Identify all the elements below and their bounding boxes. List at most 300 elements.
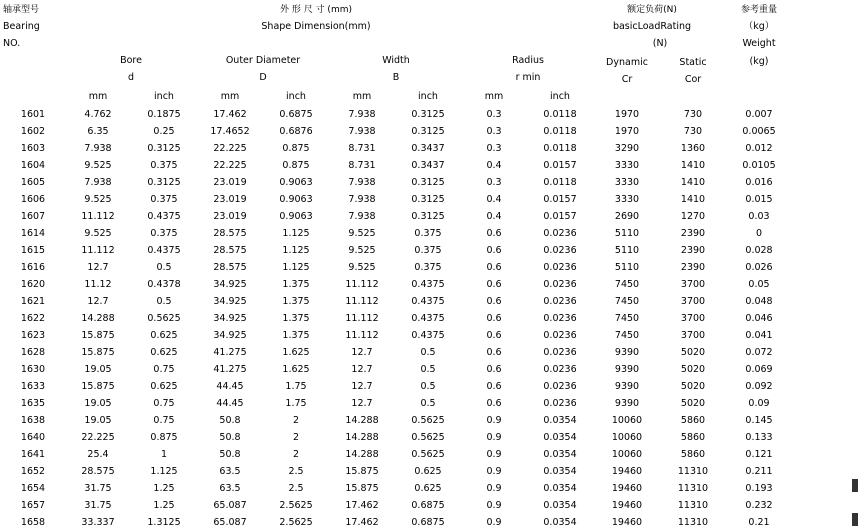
cell-bore-mm: 7.938 — [84, 177, 112, 188]
shape-en-heading: Shape Dimension(mm) — [261, 21, 371, 32]
scrollbar-fragment[interactable] — [852, 513, 858, 526]
unit-radius-inch: inch — [550, 91, 570, 102]
table-row — [0, 158, 858, 175]
cell-weight-kg: 0.007 — [745, 109, 773, 120]
cell-bearing-no: 1616 — [20, 262, 46, 273]
cell-bore-mm: 11.112 — [81, 211, 115, 222]
cell-width-mm: 7.938 — [348, 109, 376, 120]
cell-static-cor: 5860 — [680, 449, 706, 460]
cell-outer-inch: 1.375 — [282, 279, 310, 290]
cell-width-mm: 9.525 — [348, 245, 376, 256]
cell-dynamic-cr: 1970 — [614, 109, 640, 120]
cell-bore-inch: 1.25 — [153, 483, 175, 494]
cell-outer-inch: 1.625 — [282, 364, 310, 375]
cell-outer-mm: 50.8 — [219, 449, 241, 460]
cell-bore-mm: 4.762 — [84, 109, 112, 120]
cell-outer-mm: 17.4652 — [210, 126, 250, 137]
cell-bearing-no: 1604 — [20, 160, 46, 171]
cell-bore-mm: 25.4 — [87, 449, 109, 460]
cell-dynamic-cr: 19460 — [611, 483, 643, 494]
static-symbol: Cor — [684, 74, 702, 85]
cell-width-mm: 7.938 — [348, 194, 376, 205]
outer-diameter-heading: Outer Diameter — [225, 55, 301, 66]
table-row — [0, 209, 858, 226]
cell-bearing-no: 1657 — [20, 500, 46, 511]
cell-outer-mm: 34.925 — [213, 330, 247, 341]
cell-weight-kg: 0.028 — [745, 245, 773, 256]
cell-outer-inch: 0.9063 — [279, 194, 313, 205]
table-row — [0, 413, 858, 430]
cell-bearing-no: 1605 — [20, 177, 46, 188]
cell-static-cor: 11310 — [677, 500, 709, 511]
cell-outer-inch: 2 — [292, 432, 300, 443]
cell-weight-kg: 0.145 — [745, 415, 773, 426]
cell-static-cor: 5020 — [680, 347, 706, 358]
cell-bore-inch: 1 — [160, 449, 168, 460]
cell-static-cor: 1410 — [680, 194, 706, 205]
table-row — [0, 107, 858, 124]
cell-dynamic-cr: 5110 — [614, 262, 640, 273]
cell-bearing-no: 1638 — [20, 415, 46, 426]
cell-bore-mm: 22.225 — [81, 432, 115, 443]
cell-radius-inch: 0.0354 — [543, 449, 577, 460]
cell-radius-inch: 0.0118 — [543, 109, 577, 120]
unit-radius-mm: mm — [484, 91, 504, 102]
cell-radius-mm: 0.6 — [486, 398, 502, 409]
cell-radius-mm: 0.6 — [486, 279, 502, 290]
cell-radius-inch: 0.0118 — [543, 143, 577, 154]
cell-weight-kg: 0.03 — [748, 211, 770, 222]
cell-radius-mm: 0.3 — [486, 126, 502, 137]
cell-static-cor: 5020 — [680, 364, 706, 375]
cell-radius-mm: 0.9 — [486, 449, 502, 460]
cell-weight-kg: 0.232 — [745, 500, 773, 511]
cell-bearing-no: 1614 — [20, 228, 46, 239]
cell-outer-mm: 23.019 — [213, 211, 247, 222]
cell-dynamic-cr: 10060 — [611, 415, 643, 426]
cell-bore-mm: 9.525 — [84, 194, 112, 205]
cell-width-mm: 9.525 — [348, 262, 376, 273]
cell-radius-inch: 0.0236 — [543, 398, 577, 409]
cell-weight-kg: 0.092 — [745, 381, 773, 392]
cell-bore-inch: 0.75 — [153, 398, 175, 409]
cell-radius-mm: 0.6 — [486, 296, 502, 307]
table-row — [0, 498, 858, 515]
cell-radius-inch: 0.0236 — [543, 364, 577, 375]
cell-radius-inch: 0.0118 — [543, 126, 577, 137]
cell-bore-inch: 0.4375 — [147, 211, 181, 222]
cell-dynamic-cr: 7450 — [614, 279, 640, 290]
cell-width-inch: 0.3437 — [411, 160, 445, 171]
load-unit-heading: (N) — [652, 38, 668, 49]
cell-width-inch: 0.4375 — [411, 330, 445, 341]
cell-bearing-no: 1606 — [20, 194, 46, 205]
cell-dynamic-cr: 3330 — [614, 194, 640, 205]
cell-width-mm: 11.112 — [345, 296, 379, 307]
table-row — [0, 379, 858, 396]
load-cn-heading: 额定负荷(N) — [627, 5, 677, 15]
cell-dynamic-cr: 7450 — [614, 330, 640, 341]
cell-outer-mm: 41.275 — [213, 364, 247, 375]
cell-weight-kg: 0.048 — [745, 296, 773, 307]
shape-cn-heading: 外 形 尺 寸 (mm) — [279, 5, 353, 15]
cell-radius-mm: 0.3 — [486, 177, 502, 188]
cell-bore-inch: 0.5625 — [147, 313, 181, 324]
radius-heading: Radius — [512, 55, 544, 66]
cell-bore-inch: 0.5 — [156, 296, 172, 307]
cell-bearing-no: 1620 — [20, 279, 46, 290]
cell-width-inch: 0.5 — [420, 364, 436, 375]
cell-static-cor: 5020 — [680, 398, 706, 409]
cell-weight-kg: 0 — [755, 228, 763, 239]
cell-weight-kg: 0.0105 — [742, 160, 776, 171]
cell-bore-inch: 0.375 — [150, 160, 178, 171]
cell-weight-kg: 0.193 — [745, 483, 773, 494]
width-symbol: B — [392, 72, 400, 83]
cell-bearing-no: 1633 — [20, 381, 46, 392]
cell-outer-inch: 1.625 — [282, 347, 310, 358]
cell-weight-kg: 0.012 — [745, 143, 773, 154]
cell-radius-mm: 0.4 — [486, 194, 502, 205]
cell-bore-inch: 0.625 — [150, 330, 178, 341]
cell-bearing-no: 1615 — [20, 245, 46, 256]
cell-weight-kg: 0.016 — [745, 177, 773, 188]
cell-dynamic-cr: 9390 — [614, 364, 640, 375]
cell-bore-inch: 0.75 — [153, 364, 175, 375]
cell-radius-mm: 0.6 — [486, 245, 502, 256]
table-row — [0, 362, 858, 379]
cell-radius-inch: 0.0354 — [543, 432, 577, 443]
cell-radius-mm: 0.3 — [486, 143, 502, 154]
cell-dynamic-cr: 3330 — [614, 160, 640, 171]
cell-outer-mm: 44.45 — [216, 381, 244, 392]
cell-radius-inch: 0.0236 — [543, 347, 577, 358]
cell-static-cor: 1410 — [680, 177, 706, 188]
cell-outer-inch: 1.375 — [282, 296, 310, 307]
cell-bore-mm: 33.337 — [81, 517, 115, 528]
cell-weight-kg: 0.026 — [745, 262, 773, 273]
cell-width-inch: 0.625 — [414, 466, 442, 477]
cell-radius-inch: 0.0354 — [543, 415, 577, 426]
weight-unit-heading: （kg） — [743, 21, 775, 32]
cell-width-inch: 0.5 — [420, 347, 436, 358]
cell-radius-inch: 0.0354 — [543, 483, 577, 494]
cell-radius-mm: 0.6 — [486, 313, 502, 324]
cell-outer-mm: 22.225 — [213, 160, 247, 171]
unit-width-mm: mm — [352, 91, 372, 102]
cell-outer-mm: 34.925 — [213, 279, 247, 290]
cell-outer-mm: 41.275 — [213, 347, 247, 358]
bearing-no-heading: NO. — [3, 38, 21, 49]
cell-width-inch: 0.6875 — [411, 500, 445, 511]
cell-width-inch: 0.625 — [414, 483, 442, 494]
cell-dynamic-cr: 5110 — [614, 245, 640, 256]
cell-bearing-no: 1641 — [20, 449, 46, 460]
cell-radius-mm: 0.9 — [486, 483, 502, 494]
cell-width-mm: 8.731 — [348, 143, 376, 154]
table-row — [0, 260, 858, 277]
cell-weight-kg: 0.0065 — [742, 126, 776, 137]
cell-bore-mm: 9.525 — [84, 228, 112, 239]
cell-outer-mm: 44.45 — [216, 398, 244, 409]
cell-bearing-no: 1621 — [20, 296, 46, 307]
cell-dynamic-cr: 10060 — [611, 432, 643, 443]
cell-weight-kg: 0.015 — [745, 194, 773, 205]
cell-bore-mm: 19.05 — [84, 398, 112, 409]
cell-width-mm: 12.7 — [351, 398, 373, 409]
cell-weight-kg: 0.072 — [745, 347, 773, 358]
table-row — [0, 124, 858, 141]
cell-bore-inch: 0.3125 — [147, 143, 181, 154]
cell-width-mm: 17.462 — [345, 517, 379, 528]
cell-outer-mm: 17.462 — [213, 109, 247, 120]
outer-diameter-symbol: D — [259, 72, 267, 83]
cell-dynamic-cr: 2690 — [614, 211, 640, 222]
table-row — [0, 447, 858, 464]
cell-outer-inch: 0.9063 — [279, 211, 313, 222]
table-row — [0, 311, 858, 328]
cell-static-cor: 1270 — [680, 211, 706, 222]
cell-width-inch: 0.375 — [414, 228, 442, 239]
unit-outer-mm: mm — [220, 91, 240, 102]
cell-width-mm: 12.7 — [351, 364, 373, 375]
load-en-heading: basicLoadRating — [612, 21, 692, 32]
cell-radius-inch: 0.0354 — [543, 466, 577, 477]
cell-dynamic-cr: 19460 — [611, 500, 643, 511]
cell-bore-inch: 0.375 — [150, 228, 178, 239]
cell-width-inch: 0.4375 — [411, 313, 445, 324]
cell-bore-mm: 19.05 — [84, 364, 112, 375]
cell-bore-mm: 31.75 — [84, 500, 112, 511]
cell-dynamic-cr: 9390 — [614, 347, 640, 358]
cell-outer-inch: 0.875 — [282, 160, 310, 171]
cell-radius-inch: 0.0236 — [543, 279, 577, 290]
cell-width-mm: 11.112 — [345, 279, 379, 290]
cell-radius-inch: 0.0236 — [543, 381, 577, 392]
cell-outer-mm: 63.5 — [219, 483, 241, 494]
cell-width-inch: 0.3125 — [411, 194, 445, 205]
cell-width-mm: 17.462 — [345, 500, 379, 511]
cell-outer-mm: 28.575 — [213, 245, 247, 256]
cell-width-mm: 14.288 — [345, 449, 379, 460]
cell-bore-inch: 1.125 — [150, 466, 178, 477]
cell-static-cor: 2390 — [680, 262, 706, 273]
cell-outer-inch: 2.5625 — [279, 500, 313, 511]
cell-bore-inch: 0.375 — [150, 194, 178, 205]
cell-width-mm: 11.112 — [345, 313, 379, 324]
cell-outer-mm: 65.087 — [213, 517, 247, 528]
bearing-cn-heading: 轴承型号 — [3, 5, 40, 15]
cell-width-inch: 0.6875 — [411, 517, 445, 528]
cell-radius-inch: 0.0236 — [543, 313, 577, 324]
cell-width-mm: 7.938 — [348, 211, 376, 222]
cell-width-mm: 14.288 — [345, 432, 379, 443]
table-row — [0, 243, 858, 260]
cell-bore-inch: 0.625 — [150, 347, 178, 358]
cell-width-mm: 15.875 — [345, 466, 379, 477]
scrollbar-fragment[interactable] — [852, 479, 858, 492]
cell-radius-inch: 0.0236 — [543, 245, 577, 256]
cell-outer-inch: 0.6876 — [279, 126, 313, 137]
cell-width-inch: 0.5 — [420, 398, 436, 409]
cell-weight-kg: 0.069 — [745, 364, 773, 375]
cell-bore-mm: 28.575 — [81, 466, 115, 477]
cell-bore-mm: 12.7 — [87, 296, 109, 307]
cell-outer-mm: 63.5 — [219, 466, 241, 477]
cell-bore-mm: 15.875 — [81, 330, 115, 341]
unit-outer-inch: inch — [286, 91, 306, 102]
cell-bearing-no: 1607 — [20, 211, 46, 222]
table-row — [0, 175, 858, 192]
cell-bore-mm: 12.7 — [87, 262, 109, 273]
unit-bore-mm: mm — [88, 91, 108, 102]
table-row — [0, 328, 858, 345]
cell-bore-mm: 6.35 — [87, 126, 109, 137]
cell-bore-inch: 1.25 — [153, 500, 175, 511]
table-row — [0, 430, 858, 447]
cell-width-inch: 0.4375 — [411, 279, 445, 290]
cell-bore-mm: 15.875 — [81, 381, 115, 392]
cell-dynamic-cr: 5110 — [614, 228, 640, 239]
cell-static-cor: 3700 — [680, 313, 706, 324]
cell-width-inch: 0.5625 — [411, 415, 445, 426]
table-row — [0, 192, 858, 209]
cell-width-inch: 0.5625 — [411, 449, 445, 460]
cell-radius-mm: 0.9 — [486, 415, 502, 426]
cell-dynamic-cr: 9390 — [614, 381, 640, 392]
cell-static-cor: 11310 — [677, 517, 709, 528]
cell-radius-inch: 0.0157 — [543, 211, 577, 222]
cell-radius-mm: 0.6 — [486, 364, 502, 375]
cell-bearing-no: 1654 — [20, 483, 46, 494]
cell-width-inch: 0.3125 — [411, 126, 445, 137]
cell-bore-mm: 9.525 — [84, 160, 112, 171]
cell-outer-inch: 0.9063 — [279, 177, 313, 188]
table-row — [0, 294, 858, 311]
cell-bore-inch: 0.875 — [150, 432, 178, 443]
cell-outer-mm: 34.925 — [213, 296, 247, 307]
cell-static-cor: 3700 — [680, 296, 706, 307]
cell-bearing-no: 1628 — [20, 347, 46, 358]
cell-bore-mm: 15.875 — [81, 347, 115, 358]
cell-dynamic-cr: 19460 — [611, 517, 643, 528]
table-row — [0, 396, 858, 413]
cell-outer-inch: 0.875 — [282, 143, 310, 154]
cell-radius-inch: 0.0118 — [543, 177, 577, 188]
cell-width-inch: 0.5 — [420, 381, 436, 392]
cell-bearing-no: 1658 — [20, 517, 46, 528]
cell-bore-inch: 0.1875 — [147, 109, 181, 120]
cell-static-cor: 11310 — [677, 466, 709, 477]
cell-bore-mm: 11.12 — [84, 279, 112, 290]
cell-bore-inch: 0.4378 — [147, 279, 181, 290]
table-row — [0, 226, 858, 243]
cell-bearing-no: 1603 — [20, 143, 46, 154]
cell-outer-inch: 1.125 — [282, 228, 310, 239]
bore-heading: Bore — [120, 55, 142, 66]
cell-outer-mm: 23.019 — [213, 177, 247, 188]
cell-outer-mm: 50.8 — [219, 415, 241, 426]
cell-static-cor: 3700 — [680, 279, 706, 290]
cell-radius-mm: 0.6 — [486, 228, 502, 239]
radius-symbol: r min — [515, 72, 541, 83]
unit-bore-inch: inch — [154, 91, 174, 102]
cell-radius-mm: 0.3 — [486, 109, 502, 120]
cell-width-mm: 11.112 — [345, 330, 379, 341]
cell-static-cor: 1360 — [680, 143, 706, 154]
cell-bore-mm: 31.75 — [84, 483, 112, 494]
cell-dynamic-cr: 1970 — [614, 126, 640, 137]
cell-radius-inch: 0.0236 — [543, 296, 577, 307]
cell-width-mm: 14.288 — [345, 415, 379, 426]
cell-width-inch: 0.5625 — [411, 432, 445, 443]
cell-width-inch: 0.375 — [414, 262, 442, 273]
cell-outer-inch: 1.375 — [282, 313, 310, 324]
weight-en-heading: Weight — [742, 38, 776, 49]
cell-outer-inch: 2.5 — [288, 483, 304, 494]
table-row — [0, 481, 858, 498]
cell-outer-mm: 22.225 — [213, 143, 247, 154]
cell-bearing-no: 1630 — [20, 364, 46, 375]
bearing-table-body — [0, 107, 858, 532]
table-row — [0, 141, 858, 158]
cell-static-cor: 730 — [683, 109, 703, 120]
weight-cn-heading: 参考重量 — [740, 5, 778, 15]
cell-bearing-no: 1652 — [20, 466, 46, 477]
cell-width-inch: 0.3125 — [411, 109, 445, 120]
cell-radius-inch: 0.0354 — [543, 500, 577, 511]
cell-bore-inch: 0.625 — [150, 381, 178, 392]
cell-radius-mm: 0.6 — [486, 330, 502, 341]
bore-symbol: d — [127, 72, 135, 83]
cell-radius-inch: 0.0157 — [543, 194, 577, 205]
cell-dynamic-cr: 3330 — [614, 177, 640, 188]
cell-width-mm: 12.7 — [351, 347, 373, 358]
dynamic-symbol: Cr — [621, 74, 633, 85]
cell-width-inch: 0.3125 — [411, 211, 445, 222]
cell-weight-kg: 0.046 — [745, 313, 773, 324]
width-heading: Width — [382, 55, 410, 66]
cell-weight-kg: 0.211 — [745, 466, 773, 477]
cell-bearing-no: 1601 — [20, 109, 46, 120]
cell-weight-kg: 0.09 — [748, 398, 770, 409]
cell-bore-mm: 11.112 — [81, 245, 115, 256]
cell-dynamic-cr: 10060 — [611, 449, 643, 460]
cell-outer-mm: 23.019 — [213, 194, 247, 205]
cell-radius-mm: 0.6 — [486, 381, 502, 392]
table-row — [0, 464, 858, 481]
cell-radius-mm: 0.9 — [486, 517, 502, 528]
cell-width-inch: 0.3125 — [411, 177, 445, 188]
cell-bore-inch: 0.5 — [156, 262, 172, 273]
cell-bore-inch: 0.3125 — [147, 177, 181, 188]
table-row — [0, 515, 858, 532]
cell-dynamic-cr: 9390 — [614, 398, 640, 409]
cell-radius-mm: 0.9 — [486, 500, 502, 511]
cell-bearing-no: 1623 — [20, 330, 46, 341]
cell-bearing-no: 1602 — [20, 126, 46, 137]
cell-dynamic-cr: 7450 — [614, 296, 640, 307]
cell-radius-inch: 0.0236 — [543, 330, 577, 341]
cell-outer-inch: 1.375 — [282, 330, 310, 341]
cell-static-cor: 2390 — [680, 228, 706, 239]
cell-outer-inch: 0.6875 — [279, 109, 313, 120]
cell-static-cor: 730 — [683, 126, 703, 137]
cell-outer-mm: 28.575 — [213, 228, 247, 239]
cell-bore-inch: 1.3125 — [147, 517, 181, 528]
table-row — [0, 345, 858, 362]
cell-outer-inch: 1.75 — [285, 398, 307, 409]
